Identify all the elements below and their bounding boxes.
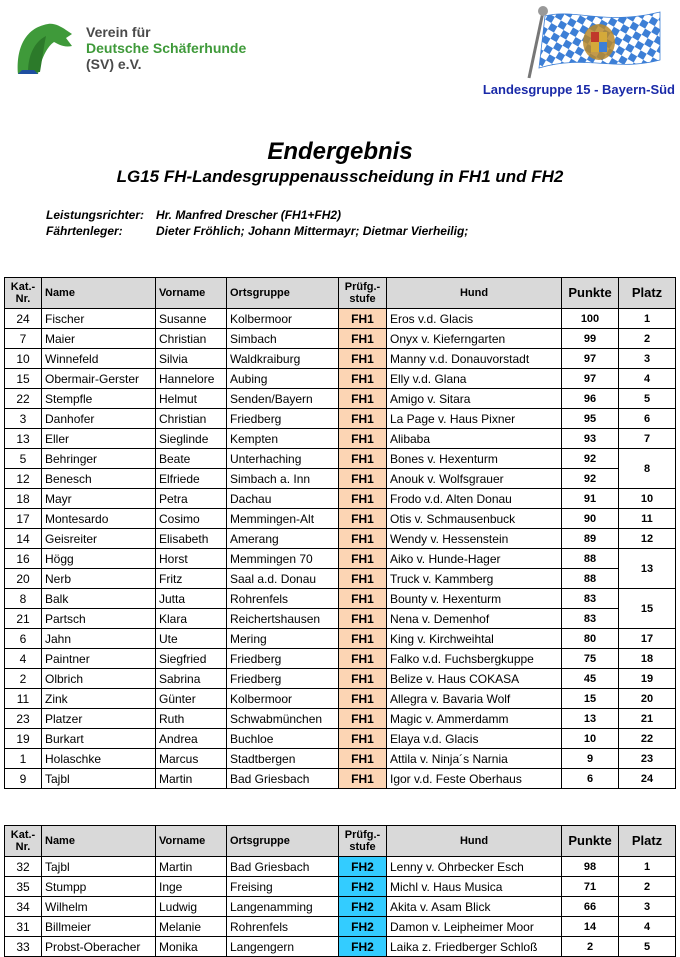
stufe-cell: FH1	[339, 469, 387, 489]
punkte-cell: 96	[562, 389, 619, 409]
stufe-cell: FH1	[339, 409, 387, 429]
ortsgruppe-cell: Saal a.d. Donau	[227, 569, 339, 589]
table-header-row	[5, 826, 676, 857]
hund-cell: Amigo v. Sitara	[387, 389, 562, 409]
kat-nr-cell: 4	[5, 649, 42, 669]
ortsgruppe-cell: Kempten	[227, 429, 339, 449]
platz-cell: 4	[619, 917, 676, 937]
table-row	[5, 897, 676, 917]
col-katnr: Kat.-Nr.	[5, 826, 42, 857]
stufe-cell: FH1	[339, 749, 387, 769]
hund-cell: Alibaba	[387, 429, 562, 449]
hund-cell: Lenny v. Ohrbecker Esch	[387, 857, 562, 877]
ortsgruppe-cell: Simbach	[227, 329, 339, 349]
col-platz: Platz	[619, 826, 676, 857]
org-line3: (SV) e.V.	[86, 56, 142, 72]
punkte-cell: 83	[562, 589, 619, 609]
stufe-cell: FH1	[339, 629, 387, 649]
stufe-cell: FH2	[339, 897, 387, 917]
hund-cell: Otis v. Schmausenbuck	[387, 509, 562, 529]
ortsgruppe-cell: Dachau	[227, 489, 339, 509]
hund-cell: Akita v. Asam Blick	[387, 897, 562, 917]
stufe-cell: FH2	[339, 857, 387, 877]
table-row	[5, 349, 676, 369]
vorname-cell: Sieglinde	[156, 429, 227, 449]
kat-nr-cell: 12	[5, 469, 42, 489]
hund-cell: Nena v. Demenhof	[387, 609, 562, 629]
punkte-cell: 13	[562, 709, 619, 729]
vorname-cell: Horst	[156, 549, 227, 569]
name-cell: Probst-Oberacher	[42, 937, 156, 957]
name-cell: Tajbl	[42, 857, 156, 877]
col-hund: Hund	[387, 278, 562, 309]
ortsgruppe-cell: Rohrenfels	[227, 917, 339, 937]
tracklayer-value: Dieter Fröhlich; Johann Mittermayr; Dietmar Vierheilig;	[156, 224, 469, 238]
vorname-cell: Ute	[156, 629, 227, 649]
hund-cell: Damon v. Leipheimer Moor	[387, 917, 562, 937]
stufe-cell: FH1	[339, 689, 387, 709]
punkte-cell: 100	[562, 309, 619, 329]
ortsgruppe-cell: Langengern	[227, 937, 339, 957]
table-row	[5, 429, 676, 449]
vorname-cell: Elfriede	[156, 469, 227, 489]
table-row	[5, 389, 676, 409]
kat-nr-cell: 22	[5, 389, 42, 409]
hund-cell: Michl v. Haus Musica	[387, 877, 562, 897]
hund-cell: Igor v.d. Feste Oberhaus	[387, 769, 562, 789]
kat-nr-cell: 5	[5, 449, 42, 469]
name-cell: Stempfle	[42, 389, 156, 409]
vorname-cell: Inge	[156, 877, 227, 897]
stufe-cell: FH2	[339, 937, 387, 957]
punkte-cell: 75	[562, 649, 619, 669]
name-cell: Nerb	[42, 569, 156, 589]
hund-cell: Magic v. Ammerdamm	[387, 709, 562, 729]
punkte-cell: 92	[562, 449, 619, 469]
name-cell: Jahn	[42, 629, 156, 649]
judge-value: Hr. Manfred Drescher (FH1+FH2)	[156, 208, 342, 222]
ortsgruppe-cell: Schwabmünchen	[227, 709, 339, 729]
punkte-cell: 98	[562, 857, 619, 877]
platz-cell: 2	[619, 877, 676, 897]
name-cell: Mayr	[42, 489, 156, 509]
vorname-cell: Sabrina	[156, 669, 227, 689]
platz-cell: 21	[619, 709, 676, 729]
stufe-cell: FH1	[339, 489, 387, 509]
kat-nr-cell: 23	[5, 709, 42, 729]
platz-cell: 15	[619, 589, 676, 629]
table-row	[5, 469, 676, 489]
table-row	[5, 489, 676, 509]
hund-cell: Aiko v. Hunde-Hager	[387, 549, 562, 569]
platz-cell: 1	[619, 857, 676, 877]
table-row	[5, 669, 676, 689]
punkte-cell: 93	[562, 429, 619, 449]
table-row	[5, 609, 676, 629]
punkte-cell: 91	[562, 489, 619, 509]
kat-nr-cell: 24	[5, 309, 42, 329]
stufe-cell: FH1	[339, 389, 387, 409]
name-cell: Fischer	[42, 309, 156, 329]
col-stufe: Prüfg.-stufe	[339, 826, 387, 857]
col-stufe: Prüfg.-stufe	[339, 278, 387, 309]
vorname-cell: Ruth	[156, 709, 227, 729]
vorname-cell: Siegfried	[156, 649, 227, 669]
stufe-cell: FH1	[339, 569, 387, 589]
name-cell: Behringer	[42, 449, 156, 469]
platz-cell: 7	[619, 429, 676, 449]
vorname-cell: Cosimo	[156, 509, 227, 529]
table-row	[5, 309, 676, 329]
fh1-results-table	[4, 277, 676, 789]
hund-cell: Wendy v. Hessenstein	[387, 529, 562, 549]
vorname-cell: Christian	[156, 329, 227, 349]
name-cell: Paintner	[42, 649, 156, 669]
kat-nr-cell: 20	[5, 569, 42, 589]
ortsgruppe-cell: Memmingen 70	[227, 549, 339, 569]
punkte-cell: 89	[562, 529, 619, 549]
name-cell: Platzer	[42, 709, 156, 729]
table-row	[5, 937, 676, 957]
kat-nr-cell: 32	[5, 857, 42, 877]
vorname-cell: Monika	[156, 937, 227, 957]
punkte-cell: 9	[562, 749, 619, 769]
stufe-cell: FH1	[339, 709, 387, 729]
hund-cell: Bounty v. Hexenturm	[387, 589, 562, 609]
judge-label: Leistungsrichter:	[46, 208, 145, 222]
punkte-cell: 97	[562, 369, 619, 389]
name-cell: Zink	[42, 689, 156, 709]
vorname-cell: Ludwig	[156, 897, 227, 917]
table-row	[5, 589, 676, 609]
col-katnr: Kat.-Nr.	[5, 278, 42, 309]
tracklayer-line	[46, 224, 468, 238]
stufe-cell: FH1	[339, 429, 387, 449]
ortsgruppe-cell: Mering	[227, 629, 339, 649]
punkte-cell: 99	[562, 329, 619, 349]
kat-nr-cell: 10	[5, 349, 42, 369]
hund-cell: Bones v. Hexenturm	[387, 449, 562, 469]
kat-nr-cell: 1	[5, 749, 42, 769]
platz-cell: 20	[619, 689, 676, 709]
table-row	[5, 877, 676, 897]
table-row	[5, 689, 676, 709]
kat-nr-cell: 34	[5, 897, 42, 917]
table-row	[5, 569, 676, 589]
col-vorname: Vorname	[156, 278, 227, 309]
stufe-cell: FH1	[339, 769, 387, 789]
name-cell: Tajbl	[42, 769, 156, 789]
ortsgruppe-cell: Friedberg	[227, 409, 339, 429]
name-cell: Wilhelm	[42, 897, 156, 917]
name-cell: Geisreiter	[42, 529, 156, 549]
hund-cell: Falko v.d. Fuchsbergkuppe	[387, 649, 562, 669]
name-cell: Obermair-Gerster	[42, 369, 156, 389]
stufe-cell: FH2	[339, 877, 387, 897]
ortsgruppe-cell: Rohrenfels	[227, 589, 339, 609]
table-header-row	[5, 278, 676, 309]
name-cell: Winnefeld	[42, 349, 156, 369]
table-row	[5, 649, 676, 669]
ortsgruppe-cell: Friedberg	[227, 669, 339, 689]
platz-cell: 8	[619, 449, 676, 489]
table-row	[5, 749, 676, 769]
kat-nr-cell: 21	[5, 609, 42, 629]
sv-logo	[14, 20, 264, 80]
judge-line	[46, 208, 341, 222]
kat-nr-cell: 2	[5, 669, 42, 689]
punkte-cell: 88	[562, 569, 619, 589]
ortsgruppe-cell: Friedberg	[227, 649, 339, 669]
ortsgruppe-cell: Waldkraiburg	[227, 349, 339, 369]
kat-nr-cell: 6	[5, 629, 42, 649]
table-row	[5, 369, 676, 389]
ortsgruppe-cell: Kolbermoor	[227, 689, 339, 709]
hund-cell: King v. Kirchweihtal	[387, 629, 562, 649]
hund-cell: Frodo v.d. Alten Donau	[387, 489, 562, 509]
platz-cell: 23	[619, 749, 676, 769]
stufe-cell: FH1	[339, 309, 387, 329]
platz-cell: 6	[619, 409, 676, 429]
name-cell: Benesch	[42, 469, 156, 489]
punkte-cell: 2	[562, 937, 619, 957]
platz-cell: 13	[619, 549, 676, 589]
punkte-cell: 92	[562, 469, 619, 489]
platz-cell: 17	[619, 629, 676, 649]
hund-cell: Eros v.d. Glacis	[387, 309, 562, 329]
punkte-cell: 83	[562, 609, 619, 629]
name-cell: Maier	[42, 329, 156, 349]
stufe-cell: FH1	[339, 669, 387, 689]
stufe-cell: FH1	[339, 729, 387, 749]
hund-cell: Allegra v. Bavaria Wolf	[387, 689, 562, 709]
vorname-cell: Fritz	[156, 569, 227, 589]
vorname-cell: Hannelore	[156, 369, 227, 389]
table-row	[5, 509, 676, 529]
vorname-cell: Elisabeth	[156, 529, 227, 549]
table-row	[5, 629, 676, 649]
col-punkte: Punkte	[562, 278, 619, 309]
punkte-cell: 90	[562, 509, 619, 529]
col-name: Name	[42, 826, 156, 857]
table-row	[5, 769, 676, 789]
table-row	[5, 857, 676, 877]
col-ortsgruppe: Ortsgruppe	[227, 278, 339, 309]
kat-nr-cell: 19	[5, 729, 42, 749]
punkte-cell: 45	[562, 669, 619, 689]
col-hund: Hund	[387, 826, 562, 857]
stufe-cell: FH1	[339, 449, 387, 469]
kat-nr-cell: 3	[5, 409, 42, 429]
name-cell: Burkart	[42, 729, 156, 749]
name-cell: Olbrich	[42, 669, 156, 689]
punkte-cell: 97	[562, 349, 619, 369]
hund-cell: Elaya v.d. Glacis	[387, 729, 562, 749]
table-row	[5, 529, 676, 549]
punkte-cell: 71	[562, 877, 619, 897]
punkte-cell: 10	[562, 729, 619, 749]
stufe-cell: FH1	[339, 529, 387, 549]
ortsgruppe-cell: Bad Griesbach	[227, 769, 339, 789]
col-platz: Platz	[619, 278, 676, 309]
platz-cell: 22	[619, 729, 676, 749]
ortsgruppe-cell: Senden/Bayern	[227, 389, 339, 409]
punkte-cell: 80	[562, 629, 619, 649]
stufe-cell: FH1	[339, 349, 387, 369]
ortsgruppe-cell: Reichertshausen	[227, 609, 339, 629]
ortsgruppe-cell: Langenamming	[227, 897, 339, 917]
table-row	[5, 709, 676, 729]
name-cell: Stumpp	[42, 877, 156, 897]
kat-nr-cell: 9	[5, 769, 42, 789]
ortsgruppe-cell: Unterhaching	[227, 449, 339, 469]
hund-cell: Laika z. Friedberger Schloß	[387, 937, 562, 957]
ortsgruppe-cell: Stadtbergen	[227, 749, 339, 769]
col-vorname: Vorname	[156, 826, 227, 857]
platz-cell: 5	[619, 389, 676, 409]
platz-cell: 18	[619, 649, 676, 669]
kat-nr-cell: 16	[5, 549, 42, 569]
punkte-cell: 6	[562, 769, 619, 789]
hund-cell: Belize v. Haus COKASA	[387, 669, 562, 689]
kat-nr-cell: 33	[5, 937, 42, 957]
punkte-cell: 14	[562, 917, 619, 937]
punkte-cell: 66	[562, 897, 619, 917]
col-name: Name	[42, 278, 156, 309]
stufe-cell: FH1	[339, 509, 387, 529]
name-cell: Partsch	[42, 609, 156, 629]
vorname-cell: Klara	[156, 609, 227, 629]
punkte-cell: 15	[562, 689, 619, 709]
platz-cell: 3	[619, 349, 676, 369]
hund-cell: Anouk v. Wolfsgrauer	[387, 469, 562, 489]
name-cell: Balk	[42, 589, 156, 609]
table-row	[5, 449, 676, 469]
vorname-cell: Helmut	[156, 389, 227, 409]
platz-cell: 5	[619, 937, 676, 957]
punkte-cell: 88	[562, 549, 619, 569]
table-row	[5, 329, 676, 349]
hund-cell: Onyx v. Kieferngarten	[387, 329, 562, 349]
platz-cell: 3	[619, 897, 676, 917]
vorname-cell: Beate	[156, 449, 227, 469]
kat-nr-cell: 13	[5, 429, 42, 449]
name-cell: Eller	[42, 429, 156, 449]
table-row	[5, 917, 676, 937]
table-row	[5, 729, 676, 749]
platz-cell: 2	[619, 329, 676, 349]
vorname-cell: Petra	[156, 489, 227, 509]
platz-cell: 4	[619, 369, 676, 389]
kat-nr-cell: 7	[5, 329, 42, 349]
kat-nr-cell: 35	[5, 877, 42, 897]
ortsgruppe-cell: Aubing	[227, 369, 339, 389]
ortsgruppe-cell: Amerang	[227, 529, 339, 549]
stufe-cell: FH1	[339, 549, 387, 569]
kat-nr-cell: 11	[5, 689, 42, 709]
vorname-cell: Günter	[156, 689, 227, 709]
hund-cell: La Page v. Haus Pixner	[387, 409, 562, 429]
name-cell: Holaschke	[42, 749, 156, 769]
ortsgruppe-cell: Kolbermoor	[227, 309, 339, 329]
page-title: Endergebnis	[267, 138, 413, 165]
ortsgruppe-cell: Simbach a. Inn	[227, 469, 339, 489]
name-cell: Danhofer	[42, 409, 156, 429]
platz-cell: 10	[619, 489, 676, 509]
page-subtitle: LG15 FH-Landesgruppenausscheidung in FH1 und FH2	[116, 167, 564, 186]
col-punkte: Punkte	[562, 826, 619, 857]
vorname-cell: Christian	[156, 409, 227, 429]
vorname-cell: Marcus	[156, 749, 227, 769]
vorname-cell: Silvia	[156, 349, 227, 369]
punkte-cell: 95	[562, 409, 619, 429]
hund-cell: Truck v. Kammberg	[387, 569, 562, 589]
platz-cell: 1	[619, 309, 676, 329]
platz-cell: 24	[619, 769, 676, 789]
ortsgruppe-cell: Freising	[227, 877, 339, 897]
vorname-cell: Jutta	[156, 589, 227, 609]
org-line2: Deutsche Schäferhunde	[86, 40, 247, 56]
hund-cell: Attila v. Ninja´s Narnia	[387, 749, 562, 769]
kat-nr-cell: 17	[5, 509, 42, 529]
col-ortsgruppe: Ortsgruppe	[227, 826, 339, 857]
name-cell: Billmeier	[42, 917, 156, 937]
bavarian-flag-icon	[515, 2, 665, 80]
tracklayer-label: Fährtenleger:	[46, 224, 123, 238]
kat-nr-cell: 31	[5, 917, 42, 937]
hund-cell: Elly v.d. Glana	[387, 369, 562, 389]
stufe-cell: FH1	[339, 649, 387, 669]
hund-cell: Manny v.d. Donauvorstadt	[387, 349, 562, 369]
fh2-results-table	[4, 825, 676, 957]
vorname-cell: Susanne	[156, 309, 227, 329]
vorname-cell: Martin	[156, 769, 227, 789]
name-cell: Högg	[42, 549, 156, 569]
kat-nr-cell: 18	[5, 489, 42, 509]
vorname-cell: Martin	[156, 857, 227, 877]
ortsgruppe-cell: Bad Griesbach	[227, 857, 339, 877]
table-row	[5, 409, 676, 429]
kat-nr-cell: 8	[5, 589, 42, 609]
org-line1: Verein für	[86, 24, 151, 40]
sv-dog-head-logo-icon	[14, 20, 76, 78]
stufe-cell: FH2	[339, 917, 387, 937]
platz-cell: 11	[619, 509, 676, 529]
table-row	[5, 549, 676, 569]
vorname-cell: Andrea	[156, 729, 227, 749]
ortsgruppe-cell: Buchloe	[227, 729, 339, 749]
kat-nr-cell: 14	[5, 529, 42, 549]
platz-cell: 12	[619, 529, 676, 549]
platz-cell: 19	[619, 669, 676, 689]
ortsgruppe-cell: Memmingen-Alt	[227, 509, 339, 529]
region-label: Landesgruppe 15 - Bayern-Süd	[482, 82, 675, 97]
stufe-cell: FH1	[339, 609, 387, 629]
vorname-cell: Melanie	[156, 917, 227, 937]
kat-nr-cell: 15	[5, 369, 42, 389]
stufe-cell: FH1	[339, 369, 387, 389]
stufe-cell: FH1	[339, 589, 387, 609]
name-cell: Montesardo	[42, 509, 156, 529]
stufe-cell: FH1	[339, 329, 387, 349]
